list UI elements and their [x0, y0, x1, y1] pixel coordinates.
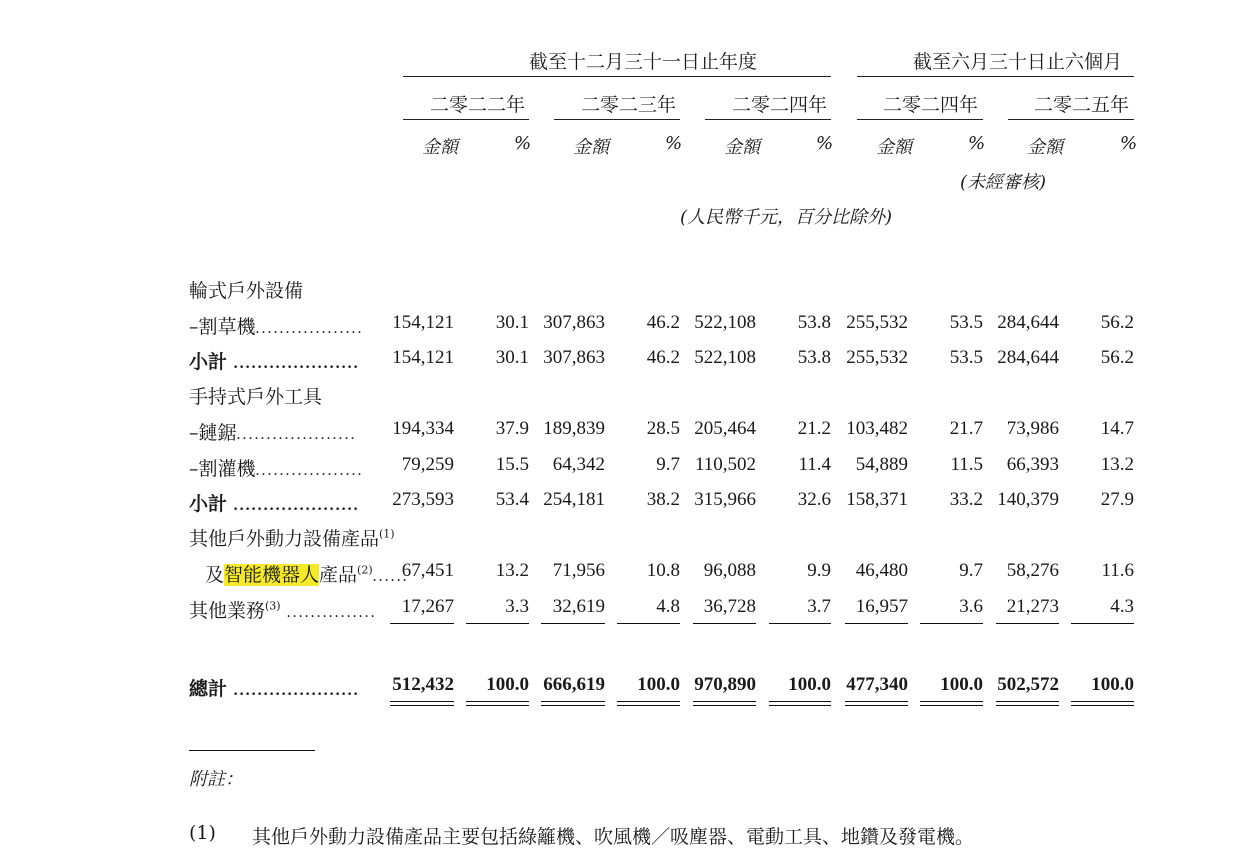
cell-chainsaw-amount: 205,464	[694, 418, 756, 439]
total-double-rule	[390, 701, 454, 706]
cell-other-biz-pct: 3.7	[807, 596, 831, 617]
cell-trimmer-amount: 66,393	[1006, 454, 1059, 475]
cell-chainsaw-amount: 103,482	[846, 418, 908, 439]
subtotal-rule	[996, 623, 1059, 624]
cell-mower-pct: 30.1	[495, 312, 529, 333]
cell-subtotal2-amount: 254,181	[543, 489, 605, 510]
row-label-total: 總計 .....................	[189, 678, 360, 700]
row-label-subtotal1: 小計 .....................	[189, 351, 360, 373]
unaudited-label: (未經審核)	[960, 172, 1047, 193]
cell-other-biz-pct: 3.6	[959, 596, 983, 617]
cell-subtotal2-pct: 38.2	[646, 489, 680, 510]
cell-other-biz-amount: 17,267	[401, 596, 454, 617]
cell-other-biz-amount: 16,957	[855, 596, 908, 617]
col-header-amount: 金額	[573, 137, 609, 158]
note-1-text: 其他戶外動力設備產品主要包括綠籬機、吹風機／吸塵器、電動工具、地鑽及發電機。	[252, 826, 975, 848]
cell-trimmer-amount: 79,259	[401, 454, 454, 475]
cell-robot-amount: 67,451	[401, 560, 454, 581]
total-double-rule	[541, 701, 605, 706]
row-label-subtotal2: 小計 .....................	[189, 493, 360, 515]
col-header-pct: %	[665, 133, 683, 154]
cell-trimmer-pct: 11.5	[950, 454, 983, 475]
cell-total-pct: 100.0	[788, 674, 831, 695]
cell-mower-amount: 522,108	[694, 312, 756, 333]
cell-robot-pct: 11.6	[1101, 560, 1134, 581]
cell-total-amount: 477,340	[846, 674, 908, 695]
cell-trimmer-pct: 9.7	[656, 454, 680, 475]
cell-other-biz-amount: 36,728	[703, 596, 756, 617]
subtotal-rule	[617, 623, 680, 624]
cell-total-amount: 970,890	[694, 674, 756, 695]
cell-chainsaw-amount: 194,334	[392, 418, 454, 439]
cell-subtotal2-pct: 27.9	[1100, 489, 1134, 510]
row-label-robot: 及智能機器人產品$^{(2)}$......	[205, 563, 409, 586]
cell-trimmer-amount: 110,502	[694, 454, 756, 475]
cell-subtotal1-pct: 53.8	[797, 347, 831, 368]
cell-subtotal1-pct: 30.1	[495, 347, 529, 368]
cell-subtotal2-amount: 273,593	[392, 489, 454, 510]
cell-subtotal1-pct: 53.5	[949, 347, 983, 368]
header-half-group: 截至六月三十日止六個月	[913, 51, 1123, 73]
row-label-wheeled: 輪式戶外設備	[189, 280, 304, 302]
total-double-rule	[769, 701, 831, 706]
cell-trimmer-pct: 15.5	[495, 454, 529, 475]
cell-total-pct: 100.0	[1091, 674, 1134, 695]
cell-total-pct: 100.0	[637, 674, 680, 695]
cell-robot-amount: 46,480	[855, 560, 908, 581]
year-rule	[554, 119, 680, 120]
total-double-rule	[996, 701, 1059, 706]
col-header-pct: %	[816, 133, 834, 154]
year-rule	[403, 119, 529, 120]
cell-robot-pct: 10.8	[646, 560, 680, 581]
year-rule	[857, 119, 983, 120]
cell-robot-amount: 58,276	[1006, 560, 1059, 581]
total-double-rule	[617, 701, 680, 706]
cell-subtotal1-amount: 307,863	[543, 347, 605, 368]
cell-other-biz-amount: 32,619	[552, 596, 605, 617]
year-2024: 二零二四年	[732, 94, 828, 116]
cell-other-biz-pct: 3.3	[505, 596, 529, 617]
cell-robot-amount: 71,956	[552, 560, 605, 581]
cell-robot-pct: 9.7	[959, 560, 983, 581]
unit-label: (人民幣千元，百分比除外)	[680, 207, 893, 228]
cell-other-biz-pct: 4.8	[656, 596, 680, 617]
col-header-amount: 金額	[876, 137, 912, 158]
cell-robot-pct: 13.2	[495, 560, 529, 581]
highlighted-text: 智能機器人	[224, 564, 320, 586]
cell-subtotal2-amount: 315,966	[694, 489, 756, 510]
cell-subtotal1-pct: 46.2	[646, 347, 680, 368]
subtotal-rule	[920, 623, 983, 624]
notes-title: 附註：	[189, 769, 243, 790]
col-header-pct: %	[514, 133, 532, 154]
cell-chainsaw-amount: 189,839	[543, 418, 605, 439]
subtotal-rule	[1071, 623, 1134, 624]
subtotal-rule	[541, 623, 605, 624]
col-header-amount: 金額	[724, 137, 760, 158]
row-label-trimmer: –割灌機..................	[189, 458, 364, 480]
cell-subtotal1-amount: 255,532	[846, 347, 908, 368]
total-double-rule	[1071, 701, 1134, 706]
cell-chainsaw-pct: 21.2	[797, 418, 831, 439]
notes-divider	[189, 750, 315, 751]
cell-other-biz-amount: 21,273	[1006, 596, 1059, 617]
cell-total-amount: 512,432	[392, 674, 454, 695]
cell-total-amount: 666,619	[543, 674, 605, 695]
cell-trimmer-pct: 11.4	[798, 454, 831, 475]
year-rule	[1008, 119, 1134, 120]
cell-robot-amount: 96,088	[703, 560, 756, 581]
subtotal-rule	[769, 623, 831, 624]
row-label-handheld: 手持式戶外工具	[189, 386, 323, 408]
cell-mower-pct: 46.2	[646, 312, 680, 333]
header-year-group: 截至十二月三十一日止年度	[529, 51, 758, 73]
row-label-mower: –割草機..................	[189, 316, 364, 338]
cell-total-pct: 100.0	[940, 674, 983, 695]
cell-subtotal1-pct: 56.2	[1100, 347, 1134, 368]
subtotal-rule	[466, 623, 529, 624]
note-1-number: (1)	[189, 822, 216, 844]
cell-robot-pct: 9.9	[807, 560, 831, 581]
cell-subtotal2-pct: 33.2	[949, 489, 983, 510]
cell-trimmer-amount: 64,342	[552, 454, 605, 475]
cell-mower-pct: 56.2	[1100, 312, 1134, 333]
col-header-pct: %	[968, 133, 986, 154]
cell-mower-amount: 284,644	[997, 312, 1059, 333]
half-2025: 二零二五年	[1034, 94, 1130, 116]
subtotal-rule	[845, 623, 908, 624]
subtotal-rule	[693, 623, 756, 624]
header-rule-year	[403, 76, 831, 77]
total-double-rule	[693, 701, 756, 706]
cell-total-amount: 502,572	[997, 674, 1059, 695]
header-rule-half	[857, 76, 1134, 77]
row-label-chainsaw: –鏈鋸....................	[189, 422, 357, 444]
cell-trimmer-pct: 13.2	[1100, 454, 1134, 475]
cell-subtotal2-amount: 140,379	[997, 489, 1059, 510]
cell-chainsaw-pct: 28.5	[646, 418, 680, 439]
cell-trimmer-amount: 54,889	[855, 454, 908, 475]
cell-mower-pct: 53.5	[949, 312, 983, 333]
cell-mower-amount: 154,121	[392, 312, 454, 333]
col-header-pct: %	[1120, 133, 1138, 154]
cell-mower-amount: 307,863	[543, 312, 605, 333]
cell-chainsaw-pct: 21.7	[949, 418, 983, 439]
row-label-other-biz: 其他業務$^{(3)}$ ...............	[189, 599, 377, 622]
row-label-other-power: 其他戶外動力設備產品$^{(1)}$	[189, 527, 395, 550]
cell-subtotal1-amount: 154,121	[392, 347, 454, 368]
cell-subtotal2-pct: 53.4	[495, 489, 529, 510]
col-header-amount: 金額	[422, 137, 458, 158]
cell-mower-amount: 255,532	[846, 312, 908, 333]
year-rule	[705, 119, 831, 120]
total-double-rule	[845, 701, 908, 706]
total-double-rule	[466, 701, 529, 706]
subtotal-rule	[390, 623, 454, 624]
year-2023: 二零二三年	[581, 94, 677, 116]
col-header-amount: 金額	[1027, 137, 1063, 158]
half-2024: 二零二四年	[883, 94, 979, 116]
cell-total-pct: 100.0	[486, 674, 529, 695]
cell-other-biz-pct: 4.3	[1110, 596, 1134, 617]
cell-chainsaw-amount: 73,986	[1006, 418, 1059, 439]
total-double-rule	[920, 701, 983, 706]
cell-subtotal2-amount: 158,371	[846, 489, 908, 510]
cell-subtotal1-amount: 522,108	[694, 347, 756, 368]
cell-mower-pct: 53.8	[797, 312, 831, 333]
year-2022: 二零二二年	[430, 94, 526, 116]
cell-chainsaw-pct: 37.9	[495, 418, 529, 439]
cell-chainsaw-pct: 14.7	[1100, 418, 1134, 439]
cell-subtotal1-amount: 284,644	[997, 347, 1059, 368]
cell-subtotal2-pct: 32.6	[797, 489, 831, 510]
